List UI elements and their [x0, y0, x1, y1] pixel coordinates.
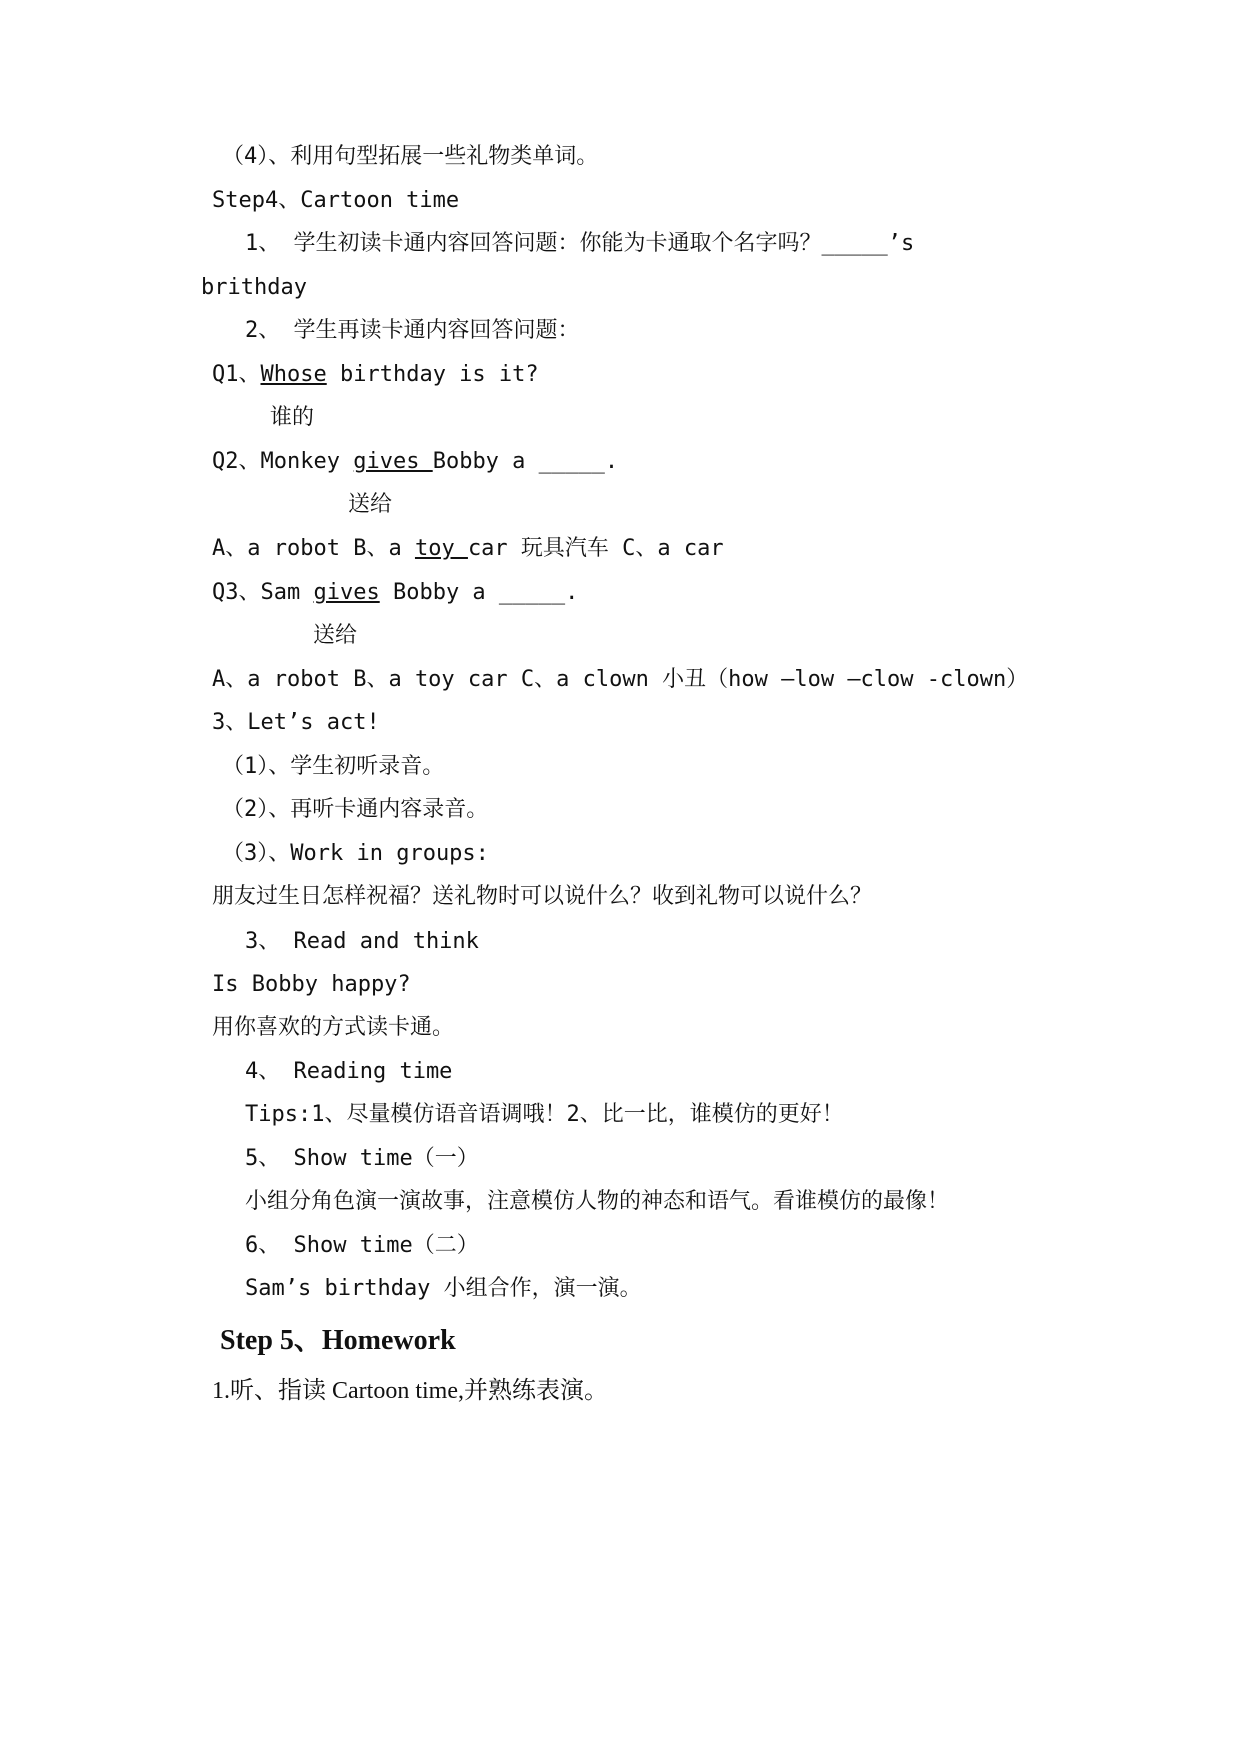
text-line: （4）、利用句型拓展一些礼物类单词。 [222, 144, 599, 169]
text-part: A、a robot B、a [212, 536, 415, 561]
text-part: Q3、Sam [212, 580, 314, 605]
answer-options: A、a robot B、a toy car C、a clown 小丑（how –low –clow -clown） [212, 667, 1029, 692]
text-part: Q1、 [212, 362, 261, 387]
text-line: 1、 学生初读卡通内容回答问题：你能为卡通取个名字吗？_____’s [245, 231, 915, 256]
underlined-word: Whose [260, 362, 327, 387]
annotation: 送给 [348, 492, 393, 517]
section-heading: Step4、Cartoon time [212, 188, 460, 213]
text-part: Q2、Monkey [212, 449, 354, 474]
text-line: 6、 Show time（二） [245, 1233, 479, 1258]
text-line: 5、 Show time（一） [245, 1146, 479, 1171]
text-line: brithday [201, 275, 307, 300]
underlined-word: toy [414, 536, 468, 561]
text-line: （1）、学生初听录音。 [222, 754, 445, 779]
text-line: （3）、Work in groups: [222, 841, 489, 866]
text-line: 用你喜欢的方式读卡通。 [212, 1015, 455, 1040]
underlined-word: gives [353, 449, 433, 474]
text-part: Bobby a _____. [432, 449, 619, 474]
text-line: 3、 Read and think [245, 929, 479, 954]
text-part: car 玩具汽车 C、a car [467, 536, 724, 561]
text-line: Tips:1、尽量模仿语音语调哦！2、比一比，谁模仿的更好！ [245, 1102, 844, 1127]
text-part: birthday is it? [326, 362, 539, 387]
question-line [212, 578, 578, 608]
text-part: Bobby a _____. [379, 580, 579, 605]
text-line: 4、 Reading time [245, 1059, 453, 1084]
text-line: 3、Let’s act! [212, 710, 380, 735]
text-line: Sam’s birthday 小组合作，演一演。 [245, 1276, 642, 1301]
text-line: 2、 学生再读卡通内容回答问题： [245, 318, 580, 343]
text-line: Is Bobby happy? [212, 972, 411, 997]
answer-options [212, 534, 724, 564]
text-line: 朋友过生日怎样祝福？送礼物时可以说什么？收到礼物可以说什么？ [212, 884, 873, 909]
text-line: （2）、再听卡通内容录音。 [222, 797, 489, 822]
annotation: 送给 [313, 623, 358, 648]
question-line [212, 447, 618, 477]
question-line [212, 360, 539, 390]
text-line: 小组分角色演一演故事，注意模仿人物的神态和语气。看谁模仿的最像！ [245, 1189, 950, 1214]
annotation: 谁的 [270, 405, 315, 430]
underlined-word: gives [313, 580, 380, 605]
text-line: 1.听、指读 Cartoon time,并熟练表演。 [212, 1378, 608, 1404]
section-heading: Step 5、Homework [220, 1325, 456, 1356]
